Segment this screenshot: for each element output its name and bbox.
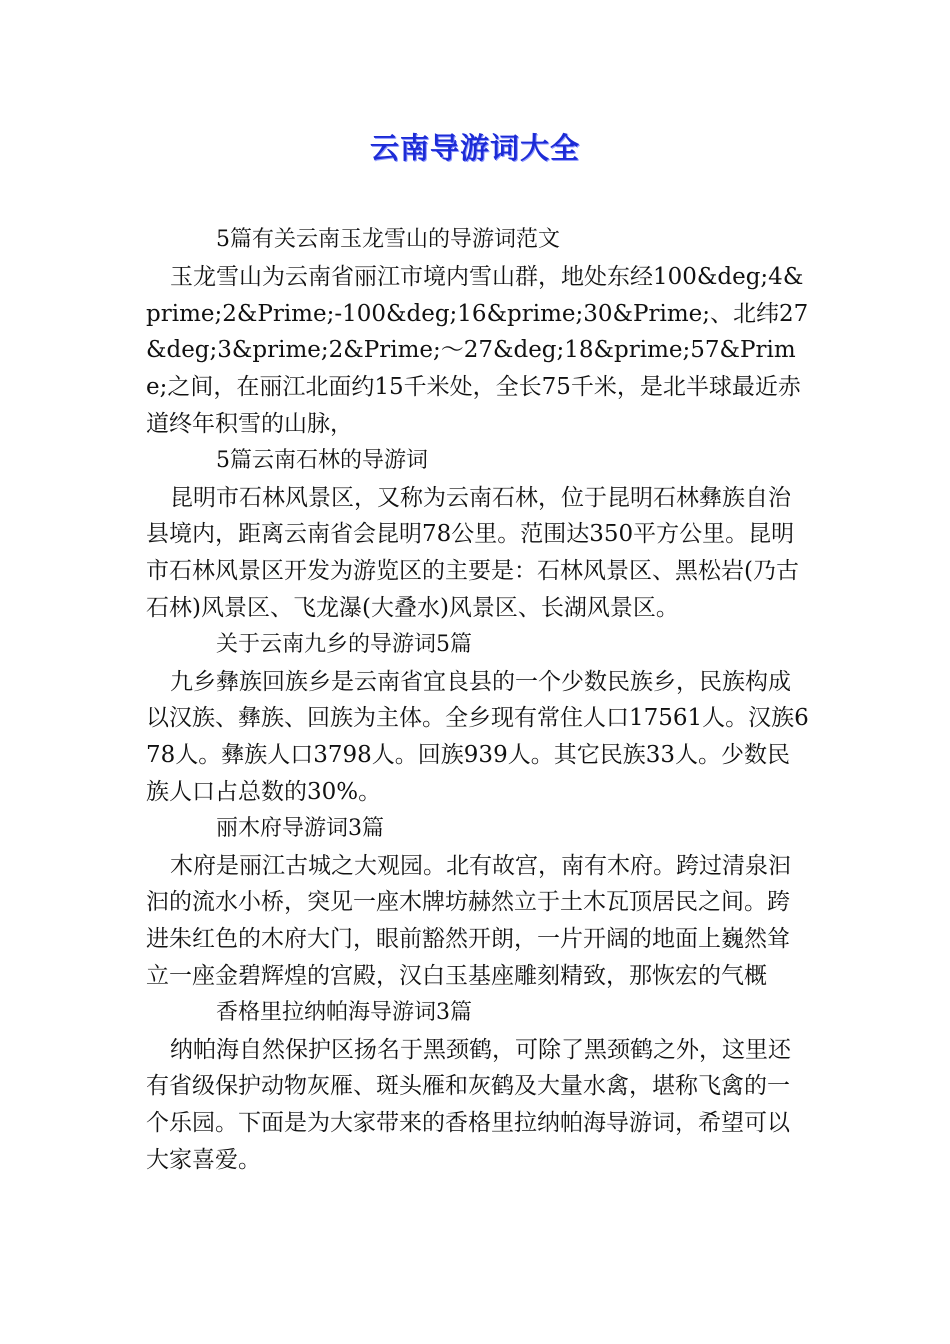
section-jiuxiang [146,627,810,811]
document-body [146,222,810,1179]
section-heading: 香格里拉纳帕海导游词3篇 [216,999,472,1025]
section-paragraph: 纳帕海自然保护区扬名于黑颈鹤，可除了黑颈鹤之外，这里还有省级保护动物灰雁、斑头雁和灰鹤及大量水禽，堪称飞禽的一个乐园。下面是为大家带来的香格里拉纳帕海导游词，希望可以大家喜爱。 [146,1036,791,1173]
document-title: 云南导游词大全 [369,131,580,165]
section-heading: 关于云南九乡的导游词5篇 [216,631,472,657]
section-paragraph: 九乡彝族回族乡是云南省宜良县的一个少数民族乡，民族构成以汉族、彝族、回族为主体。全乡现有常住人口17561人。汉族678人。彝族人口3798人。回族939人。其它民族33人。少数民族人口占总数的30%。 [146,668,809,805]
section-stone-forest [146,443,810,627]
section-paragraph: 昆明市石林风景区，又称为云南石林，位于昆明石林彝族自治县境内，距离云南省会昆明78公里。范围达350平方公里。昆明市石林风景区开发为游览区的主要是：石林风景区、黑松岩(乃古石林)风景区、飞龙瀑(大叠水)风景区、长湖风景区。 [146,484,799,621]
section-paragraph: 木府是丽江古城之大观园。北有故宫，南有木府。跨过清泉汩汩的流水小桥，突见一座木牌坊赫然立于土木瓦顶居民之间。跨进朱红色的木府大门，眼前豁然开朗，一片开阔的地面上巍然耸立一座金碧辉煌的宫殿，汉白玉基座雕刻精致，那恢宏的气概 [146,852,791,989]
section-napa-lake [146,995,810,1179]
section-mu-mansion [146,811,810,995]
section-jade-dragon-snow-mountain [146,222,810,443]
section-heading: 丽木府导游词3篇 [216,815,384,841]
section-heading: 5篇有关云南玉龙雪山的导游词范文 [216,227,560,252]
section-paragraph: 玉龙雪山为云南省丽江市境内雪山群，地处东经100&deg;4&prime;2&Prime;-100&deg;16&prime;30&Prime;、北纬27&deg;3&prime;2&Prime;～27&deg;18&prime;57&Prime;之间，在丽江北面约15千米处，全长75千米，是北半球最近赤道终年积雪的山脉， [146,263,809,437]
section-heading: 5篇云南石林的导游词 [216,447,428,473]
